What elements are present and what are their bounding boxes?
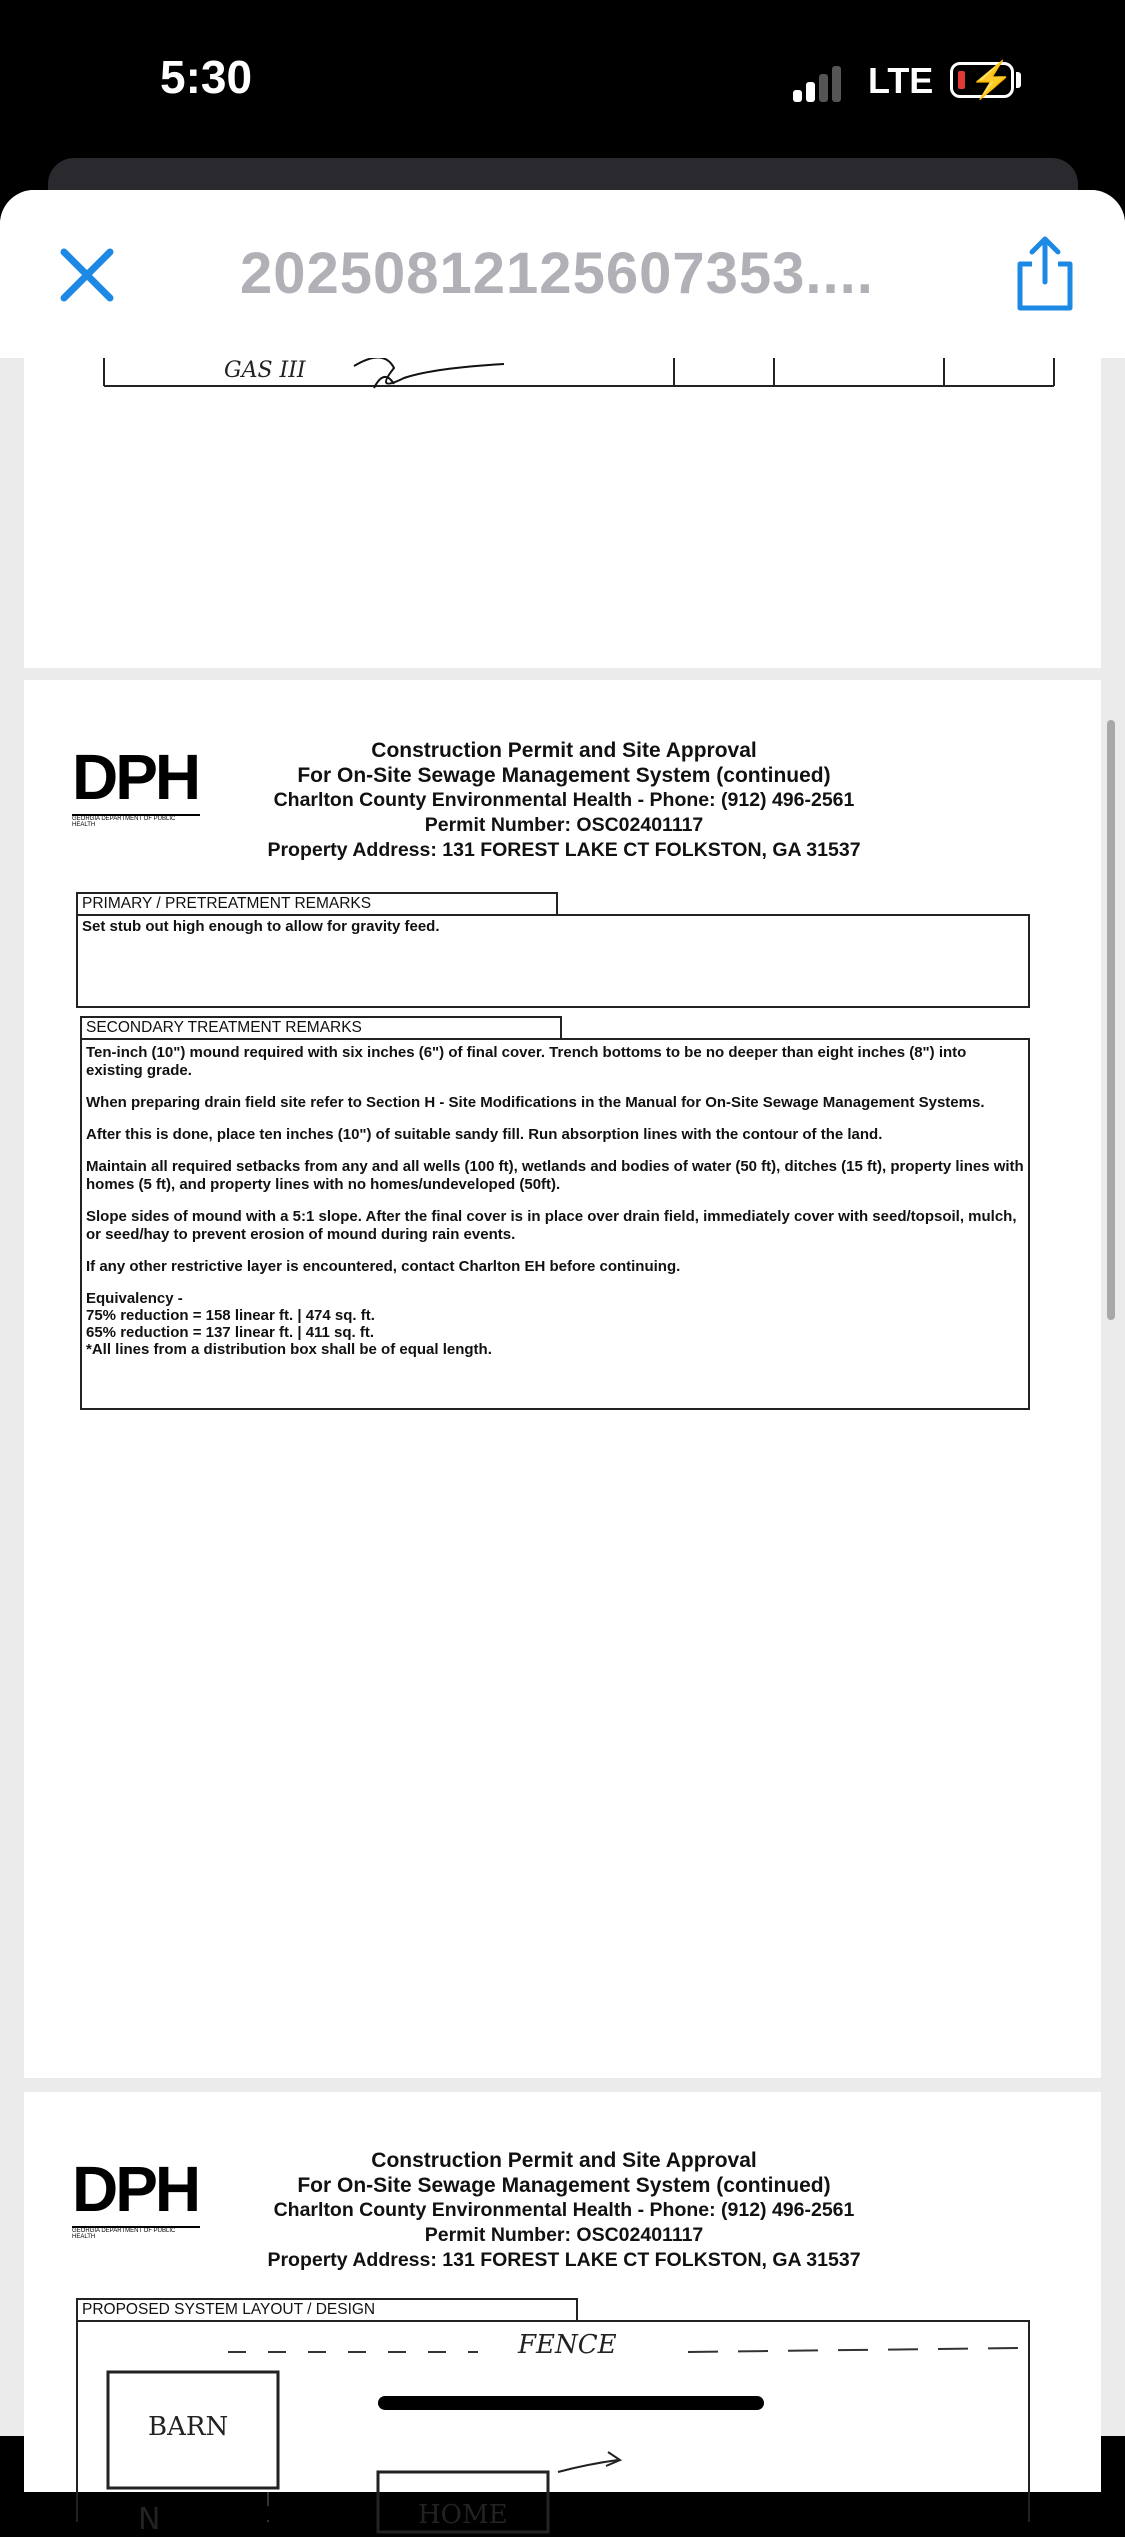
document-title: 20250812125607353.... [240, 241, 874, 306]
primary-remarks-box [76, 914, 1030, 1008]
viewer-nav-bar [0, 190, 1125, 358]
document-page-2 [24, 680, 1101, 2078]
primary-remarks-label: PRIMARY / PRETREATMENT REMARKS [76, 892, 558, 914]
remark-drain-field: When preparing drain field site refer to Section H - Site Modifications in the Manual for On-Site Sewage Management Systems. [86, 1094, 985, 1111]
secondary-remarks-label: SECONDARY TREATMENT REMARKS [80, 1016, 562, 1038]
remark-setbacks: Maintain all required setbacks from any and all wells (100 ft), wetlands and bodies of water (50 ft), ditches (15 ft), property lines with homes (5 ft), and property lines with no homes/undeveloped (50ft). [86, 1158, 1024, 1193]
battery-icon: ⚡ [950, 62, 1014, 98]
header-office: Charlton County Environmental Health - Phone: (912) 496-2561 [273, 2199, 855, 2221]
primary-remarks-text: Set stub out high enough to allow for gravity feed. [82, 918, 440, 935]
header-title-1: Construction Permit and Site Approval [371, 2149, 757, 2172]
header-title-2: For On-Site Sewage Management System (continued) [297, 2174, 831, 2197]
header-office: Charlton County Environmental Health - Phone: (912) 496-2561 [273, 789, 855, 811]
north-label: N [138, 2502, 161, 2537]
permit-header [154, 738, 974, 863]
home-label: HOME [418, 2500, 508, 2530]
header-permit-number: Permit Number: OSC02401117 [424, 814, 704, 836]
battery-tip [1016, 72, 1021, 88]
layout-design-label: PROPOSED SYSTEM LAYOUT / DESIGN [76, 2298, 578, 2320]
secondary-remarks-box [80, 1038, 1030, 1410]
signature-table-fragment [24, 358, 1101, 668]
home-indicator[interactable] [378, 2396, 764, 2410]
remark-restrictive-layer: If any other restrictive layer is encountered, contact Charlton EH before continuing. [86, 1258, 681, 1275]
header-address: Property Address: 131 FOREST LAKE CT FOLKSTON, GA 31537 [267, 839, 861, 861]
document-page-1 [24, 358, 1101, 668]
signal-icon [793, 64, 841, 102]
header-permit-number: Permit Number: OSC02401117 [424, 2224, 704, 2246]
signature-text: GAS III [224, 358, 306, 383]
header-title-1: Construction Permit and Site Approval [371, 739, 757, 762]
close-button[interactable] [52, 240, 122, 310]
status-time: 5:30 [160, 51, 253, 103]
equivalency-block [86, 1290, 1024, 1358]
layout-design-box [76, 2320, 1030, 2537]
network-type: LTE [868, 60, 934, 101]
equivalency-title: Equivalency - [86, 1290, 183, 1307]
equivalency-note: *All lines from a distribution box shall be of equal length. [86, 1341, 492, 1358]
status-bar [0, 0, 1125, 160]
dph-logo-text: DPH [72, 2153, 199, 2225]
header-address: Property Address: 131 FOREST LAKE CT FOLKSTON, GA 31537 [267, 2249, 861, 2271]
close-icon [52, 240, 122, 310]
document-page-3 [24, 2092, 1101, 2537]
remark-sandy-fill: After this is done, place ten inches (10") of suitable sandy fill. Run absorption lines with the contour of the land. [86, 1126, 883, 1143]
remark-mound: Ten-inch (10") mound required with six inches (6") of final cover. Trench bottoms to be no deeper than eight inches (8") into existing grade. [86, 1044, 967, 1079]
share-icon [1010, 234, 1080, 314]
document-viewer-sheet [0, 190, 1125, 2537]
barn-label: BARN [148, 2412, 229, 2442]
fence-label: FENCE [518, 2330, 617, 2360]
equivalency-65: 65% reduction = 137 linear ft. | 411 sq. ft. [86, 1324, 375, 1341]
dph-logo-text: DPH [72, 741, 199, 813]
dph-logo-subtext: GEORGIA DEPARTMENT OF PUBLIC HEALTH [72, 2226, 200, 2240]
dph-logo-subtext: GEORGIA DEPARTMENT OF PUBLIC HEALTH [72, 814, 200, 828]
scrollbar[interactable] [1107, 720, 1115, 1320]
header-title-2: For On-Site Sewage Management System (continued) [297, 764, 831, 787]
equivalency-75: 75% reduction = 158 linear ft. | 474 sq. ft. [86, 1307, 375, 1324]
remark-slope: Slope sides of mound with a 5:1 slope. After the final cover is in place over drain field, immediately cover with seed/topsoil, mulch, or seed/hay to prevent erosion of mound during rain events. [86, 1208, 1017, 1243]
share-button[interactable] [1010, 234, 1080, 314]
permit-header [154, 2148, 974, 2273]
